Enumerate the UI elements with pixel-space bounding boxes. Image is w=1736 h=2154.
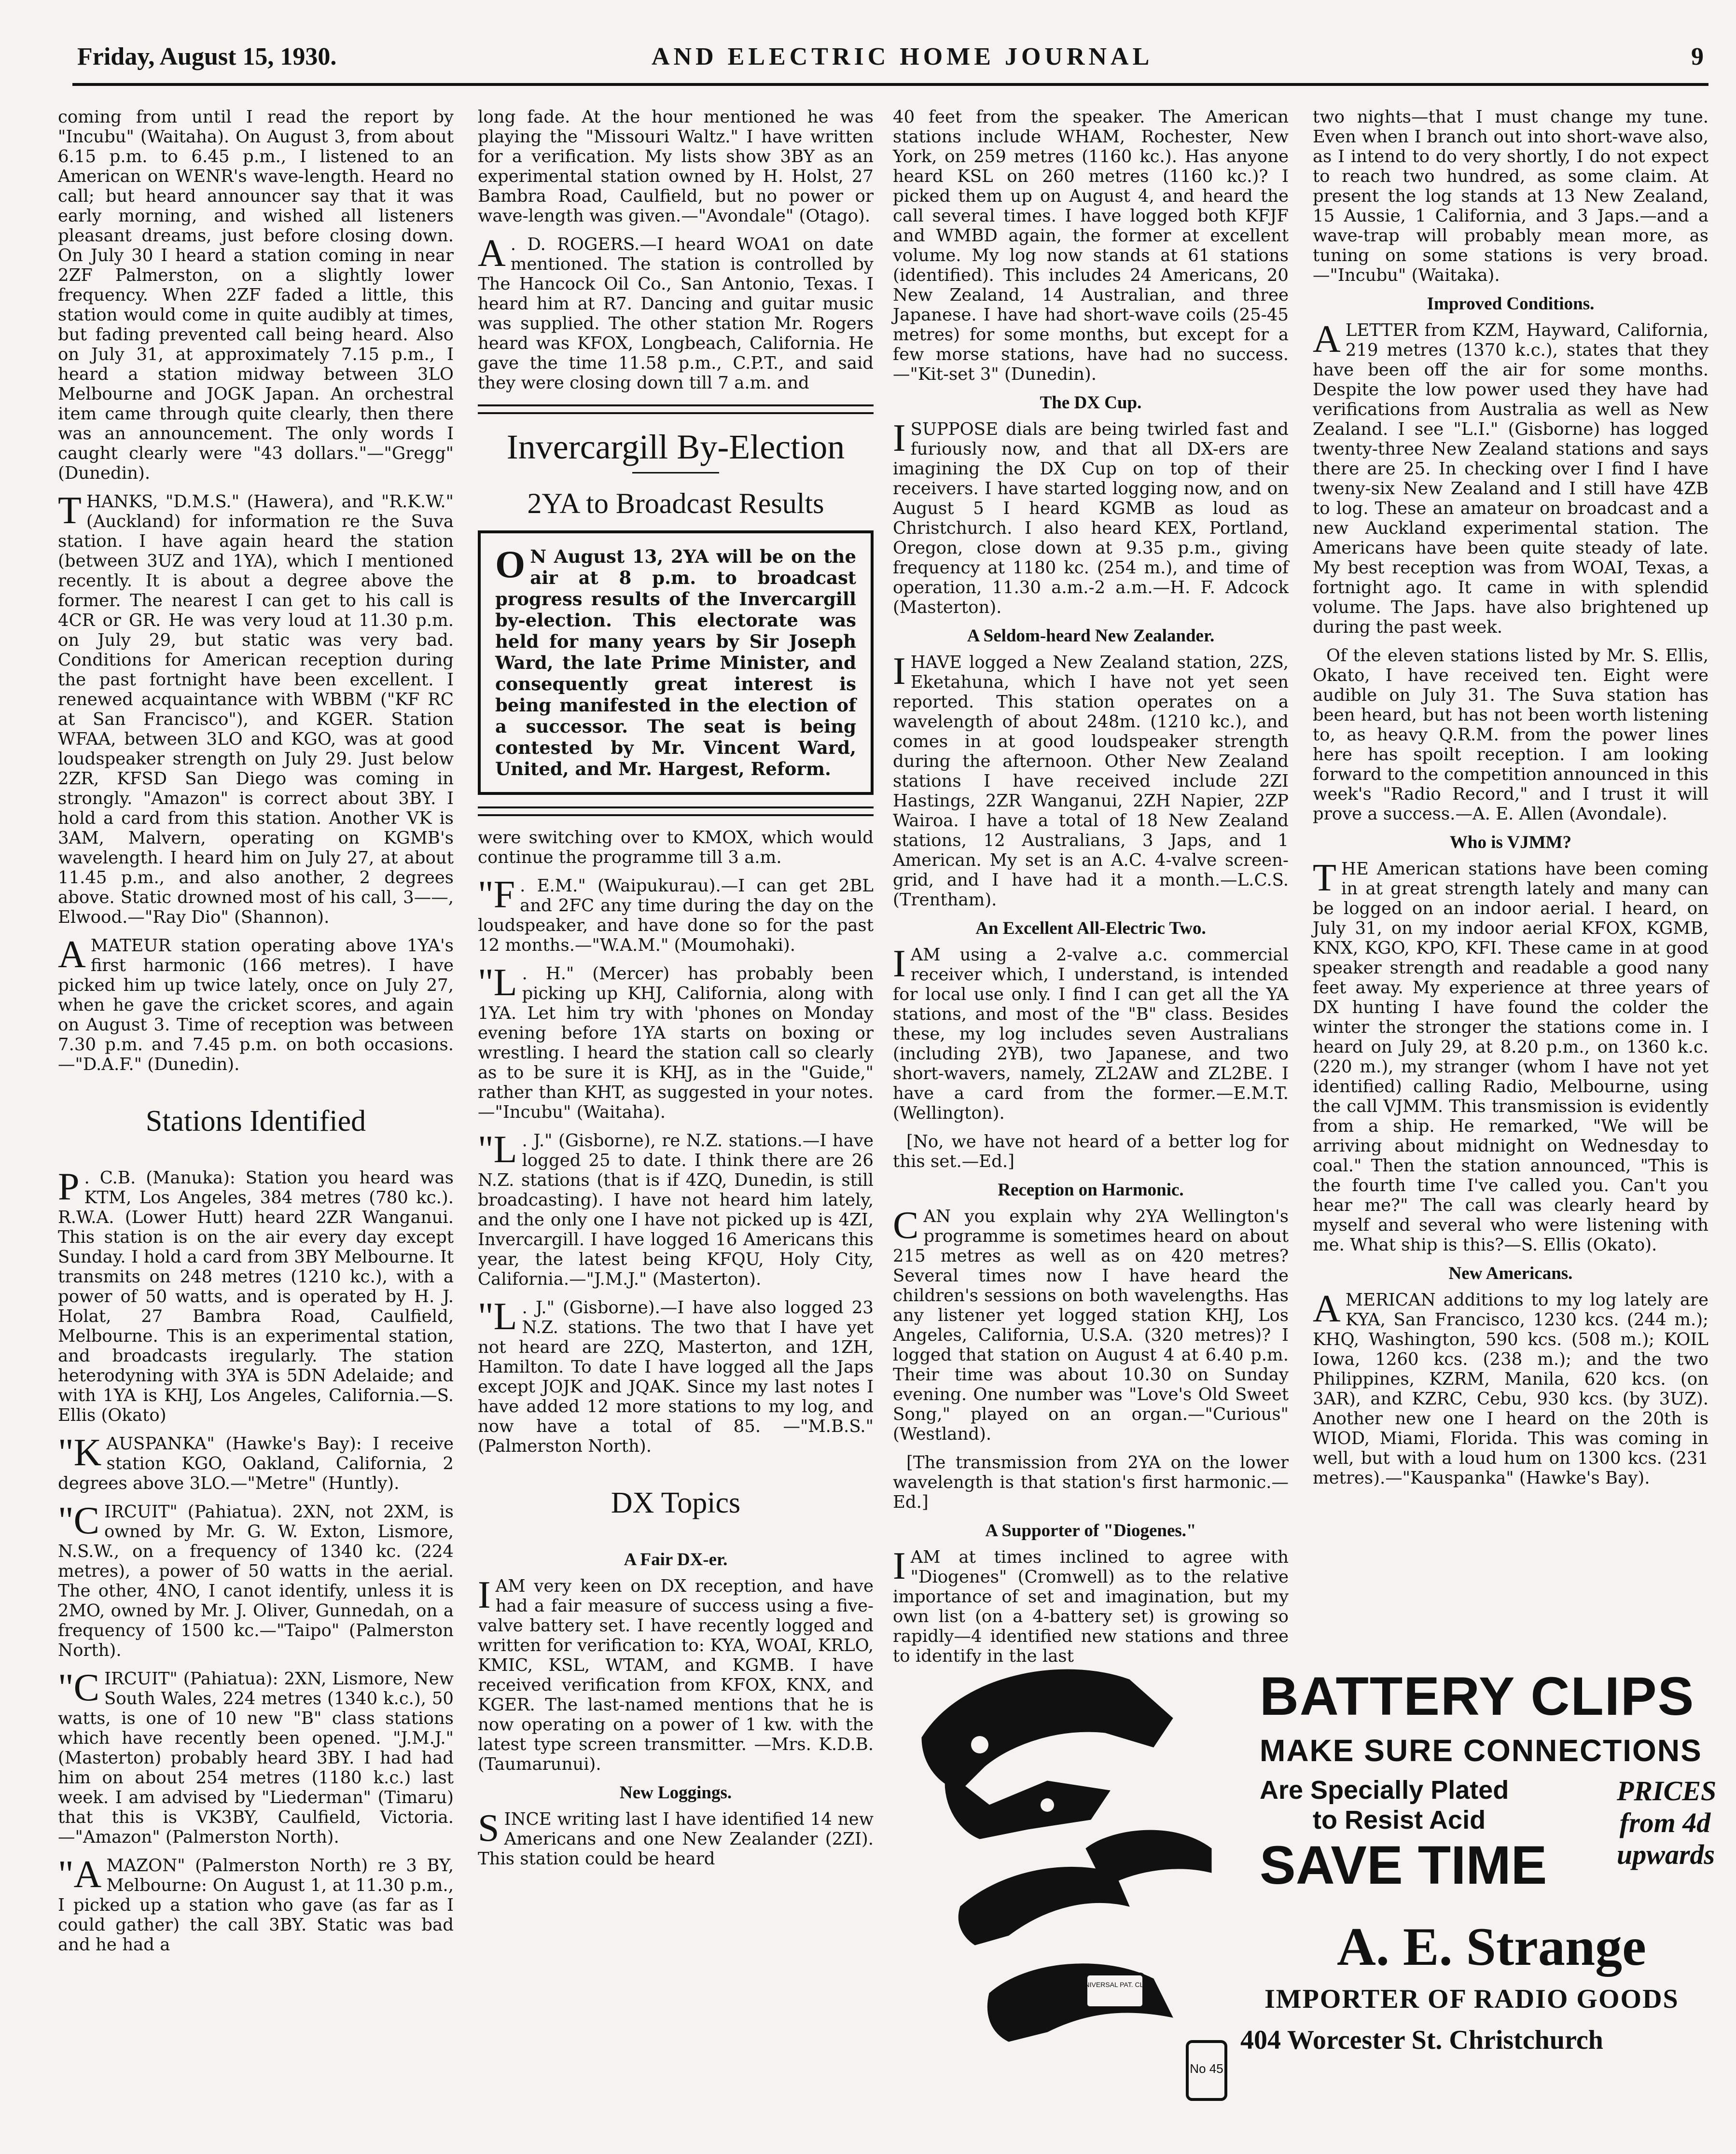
article-paragraph: were switching over to KMOX, which would continue the programme till 3 a.m. <box>478 828 874 867</box>
article-paragraph: THE American stations have been coming in at great strength lately and many can be logged on an indoor aerial. I heard, on July 31, on my indoor aerial KFOX, KGMB, KNX, KGO, KPO, KFI. These came in at good speaker strength and readable a good nany feet away. My experience at three years of DX hunting I have found the colder the winter the stronger the stations come in. I heard on July 29, at 8.20 p.m., on 1360 k.c. (220 m.), my stranger (whom I have not yet identified) calling Radio, Melbourne, using the call VJMM. This transmission is evidently from a ship. He remarked, "We will be arriving about midnight on Wednesday to coal." Then the station announced, "This is the fourth time I've called you. Can't you hear me?" The call was clearly heard by myself and several who were listening with me. What ship is this?—S. Ellis (Okato). <box>1313 857 1708 1255</box>
article-paragraph: CAN you explain why 2YA Wellington's programme is sometimes heard on about 215 metres as well as on 420 metres? Several times now I have heard the children's sessions on both wavelengths. Has any listener yet logged station KHJ, Los Angeles, California, U.S.A. (320 metres)? I logged that station on August 4 at 6.40 p.m. Their time was about 10.30 on Sunday evening. One number was "Love's Old Sweet Song," played on an organ.—"Curious" (Westland). <box>893 1204 1289 1444</box>
article-paragraph: AMERICAN additions to my log lately are KYA, San Francisco, 1230 kcs. (244 m.); KHQ, Washington, 590 kcs. (508 m.); KOIL Iowa, 1260 kcs. (238 m.); and the two Philippines, KZRM, Manila, 620 kcs. (on 3AR), and KZRC, Cebu, 930 kcs. (by 3UZ). Another new one I heard on the 20th is WIOD, Miami, Florida. This was coming in well, but with a loud hum on 1300 kcs. (231 metres).—"Kauspanka" (Hawke's Bay). <box>1313 1288 1708 1488</box>
clip-label-text: UNIVERSAL PAT. CLIP <box>1080 1981 1150 1988</box>
column-4 <box>1313 107 1708 1618</box>
ad-company-desc: IMPORTER OF RADIO GOODS <box>1264 1984 1679 2014</box>
article-paragraph: IAM at times inclined to agree with "Diogenes" (Cromwell) as to the relative importance of set and imagination, but my own list (on a 4-battery set) is growing so rapidly—4 identified new stations and three to identify in the last <box>893 1545 1289 1666</box>
column-1 <box>58 107 454 2067</box>
drop-cap: "C <box>58 1667 100 1709</box>
clip-body-2 <box>958 1867 1129 1945</box>
section-heading: DX Topics <box>611 1487 741 1519</box>
drop-cap: S <box>478 1807 500 1849</box>
column-2 <box>478 107 874 2115</box>
subheading: A Fair DX-er. <box>624 1550 728 1570</box>
journal-title: AND ELECTRIC HOME JOURNAL <box>652 43 1153 70</box>
article-paragraph: "F . E.M." (Waipukurau).—I can get 2BL and 2FC any time during the day on the loudspeaker, and have done so for the past 12 months.—"W.A.M." (Moumohaki). <box>478 874 874 955</box>
drop-cap: O <box>495 543 526 586</box>
editor-note: [No, we have not heard of a better log for this set.—Ed.] <box>893 1132 1289 1171</box>
headline: Invercargill By-Election <box>506 428 845 466</box>
editor-note: [The transmission from 2YA on the lower wavelength is that station's first harmonic.—Ed.] <box>893 1453 1289 1512</box>
ad-tagline: MAKE SURE CONNECTIONS <box>1260 1733 1702 1768</box>
drop-cap: A <box>58 933 86 976</box>
article-paragraph: ISUPPOSE dials are being twirled fast and furiously now, and that all DX-ers are imagining the DX Cup on top of their receivers. I have started logging now, and on August 5 I heard KGMB as loud as Christchurch. I also heard KEX, Portland, Oregon, close down at 9.35 p.m., giving frequency at 1180 kc. (254 m.), and time of operation, 11.30 a.m.-2 a.m.—H. F. Adcock (Masterton). <box>893 417 1289 617</box>
drop-cap: P <box>58 1166 80 1208</box>
drop-cap: "L <box>478 961 517 1004</box>
subheading: Improved Conditions. <box>1427 294 1595 314</box>
page-number: 9 <box>1691 43 1704 70</box>
ad-company: A. E. Strange <box>1337 1917 1646 1977</box>
drop-cap: I <box>893 650 906 693</box>
drop-cap: A <box>1313 1288 1341 1330</box>
article-paragraph: Of the eleven stations listed by Mr. S. Ellis, Okato, I have received ten. Eight were audible on July 31. The Suva station has been heard, but has not been worth listening to, as heavy Q.R.M. from the power lines here has spoilt reception. I am looking forward to the competition announced in this week's "Radio Record," and I trust it will prove a success.—A. E. Allen (Avondale). <box>1313 646 1708 824</box>
subheading: A Seldom-heard New Zealander. <box>967 626 1215 646</box>
double-rule <box>478 404 874 414</box>
battery-clips-advertisement <box>893 1646 1717 2128</box>
double-rule <box>478 806 874 816</box>
article-paragraph: long fade. At the hour mentioned he was playing the "Missouri Waltz." I have written for a verification. My lists show 3BY as an experimental station owned by H. Holst, 27 Bambra Road, Caulfield, but no power or wave-length was given.—"Avondale" (Otago). <box>478 107 874 226</box>
article-paragraph: two nights—that I must change my tune. Even when I branch out into short-wave also, as I intend to do very shortly, I do not expect to reach two hundred, as some claim. At present the log stands at 13 New Zealand, 15 Aussie, 1 California, and 3 Japs.—and a wave-trap will probably mean more, as tuning on some stations is very broad.—"Incubu" (Waitaka). <box>1313 107 1708 285</box>
drop-cap: "L <box>478 1295 517 1338</box>
notice-box: O N August 13, 2YA will be on the air at 8 p.m. to broadcast progress results of the Invercargill by-election. This electorate was held for many years by Sir Joseph Ward, the late Prime Minister, and consequently great interest is being manifested in the election of a successor. The seat is being contested by Mr. Vincent Ward, United, and Mr. Hargest, Reform. <box>478 530 874 795</box>
drop-cap: T <box>58 489 82 532</box>
clip-jaw-top <box>922 1669 1173 1791</box>
article-paragraph: "L . J." (Gisborne).—I have also logged 23 N.Z. stations. The two that I have yet not heard are 2ZQ, Masterton, and 1ZH, Hamilton. To date I have logged all the Japs except JOJK and JQAK. Since my last notes I have added 12 more stations to my log, and now have a total of 85. —"M.B.S." (Palmerston North). <box>478 1295 874 1456</box>
subheading: New Americans. <box>1448 1264 1573 1283</box>
article-paragraph: "CIRCUIT" (Pahiatua). 2XN, not 2XM, is owned by Mr. G. W. Exton, Lismore, N.S.W., on a frequency of 1340 kc. (224 metres), a power of 50 watts in the aerial. The other, 4NO, I canot identify, unless it is 2MO, owned by Mr. J. Oliver, Gunnedah, on a frequency of 1500 kc.—"Taipo" (Palmerston North). <box>58 1500 454 1660</box>
drop-cap: I <box>478 1574 491 1616</box>
issue-date: Friday, August 15, 1930. <box>77 43 337 70</box>
article-paragraph: "L . H." (Mercer) has probably been picking up KHJ, California, along with 1YA. Let him try with 'phones on Monday evening before 1YA starts on boxing or wrestling. I heard the station call so clearly as to be sure it is KHJ, as in the "Guide," rather than KHT, as suggested in your notes.—"Incubu" (Waitaha). <box>478 961 874 1122</box>
article-paragraph: "CIRCUIT" (Pahiatua): 2XN, Lismore, New South Wales, 224 metres (1340 k.c.), 50 watts, is one of 10 new "B" class stations which have recently been opened. "J.M.J." (Masterton) probably heard 3BY. I had had him on about 254 metres (1180 k.c.) last week. I am advised by "Liederman" (Timaru) that this is VK3BY, Caulfield, Victoria. —"Amazon" (Palmerston North). <box>58 1667 454 1847</box>
ad-headline: BATTERY CLIPS <box>1260 1666 1695 1726</box>
drop-cap: "C <box>58 1500 100 1542</box>
ad-feature-2: to Resist Acid <box>1313 1806 1486 1834</box>
page-header <box>77 38 1704 81</box>
drop-cap: I <box>893 1545 906 1587</box>
article-paragraph: P . C.B. (Manuka): Station you heard was KTM, Los Angeles, 384 metres (780 kc.). R.W.A. (Lower Hutt) heard 2ZR Wanganui. This station is on the air every day except Sunday. I hold a card from 3BY Melbourne. It transmits on 248 metres (1210 kc.), with a power of 50 watts, and is operated by H. J. Holat, 27 Bambra Road, Caulfield, Melbourne. This is an experimental station, and broadcasts iregularly. The station heterodyning with 3YA is 5DN Adelaide; and with 1YA is KHJ, Los Angeles, California.—S. Ellis (Okato) <box>58 1166 454 1425</box>
article-paragraph: IAM using a 2-valve a.c. commercial receiver which, I understand, is intended for local use only. I find I can get all the YA stations, and most of the "B" class. Besides these, my log includes seven Australians (including 2YB), two Japanese, and two short-wavers, namely, ZL2AW and ZL2BE. I have a card from the former.—E.M.T. (Wellington). <box>893 943 1289 1123</box>
clip-rivet <box>971 1736 988 1753</box>
article-paragraph: IAM very keen on DX reception, and have had a fair measure of success using a five-valve battery set. I have recently logged and written for verification to: KYA, WOAI, KRLO, KMIC, KSL, WTAM, and KGMB. I have received verification from KFOX, KNX, and KGER. The last-named mentions that he is now operating on a power of 1 kw. with the latest type screen transmitter. —Mrs. K.D.B. (Taumarunui). <box>478 1574 874 1774</box>
article-paragraph: AMATEUR station operating above 1YA's first harmonic (166 metres). I have picked him up twice lately, once on July 27, when he gave the cricket scores, and again on August 3. Time of reception was between 7.30 p.m. and 7.45 p.m. on both occasions.—"D.A.F." (Dunedin). <box>58 933 454 1074</box>
article-paragraph: THANKS, "D.M.S." (Hawera), and "R.K.W." (Auckland) for information re the Suva station. I have again heard the station (between 3UZ and 1YA), which I mentioned recently. It is about a degree above the former. The nearest I can get to his call is 4CR or GR. He was very loud at 11.30 p.m. on July 29, but static was very bad. Conditions for American reception during the past fortnight have been excellent. I renewed acquaintance with WBBM ("KF RC at San Francisco"), and KGER. Station WFAA, between 3LO and KGO, was at good loudspeaker strength on July 29. Just below 2ZR, KFSD San Diego was coming in strongly. "Amazon" is correct about 3BY. I hold a card from this station. Another VK is 3AM, Malvern, operating on KGMB's wavelength. I heard him on July 27, at about 11.45 p.m., and also another, 2 degrees above. Static drowned most of his call, 3——, Elwood.—"Ray Dio" (Shannon). <box>58 489 454 927</box>
subheadline: 2YA to Broadcast Results <box>527 487 824 519</box>
clip-label-plate <box>1086 1974 1144 2008</box>
article-paragraph: ALETTER from KZM, Hayward, California, 219 metres (1370 k.c.), states that they have been off the air for some months. Despite the low power used they have had verifications from Australia as well as New Zealand. I see "L.I." (Gisborne) has logged twenty-three New Zealand stations and says there are 25. In checking over I find I have tweny-six New Zealand and I still have 4ZB to log. These an amateur on broadcast and a new Auckland experimental station. The Americans have been quite steady of late. My best reception was from WOAI, Texas, a fortnight ago. It came in with splendid volume. The Japs. have also brightened up during the past week. <box>1313 318 1708 637</box>
article-paragraph: "KAUSPANKA" (Hawke's Bay): I receive station KGO, Oakland, California, 2 degrees above 3LO.—"Metre" (Huntly). <box>58 1431 454 1493</box>
column-3 <box>893 107 1289 1666</box>
article-paragraph: "L . J." (Gisborne), re N.Z. stations.—I have logged 25 to date. I think there are 26 N.Z. stations (that is if 4ZQ, Dunedin, is still broadcasting). I have not heard him lately, and the only one I have not picked up is 4ZI, Invercargill. I have logged 16 Americans this year, the latest being KFQU, Holy City, California.—"J.M.J." (Masterton). <box>478 1128 874 1289</box>
subheading: An Excellent All-Electric Two. <box>975 918 1206 938</box>
subheading: Who is VJMM? <box>1449 833 1572 852</box>
drop-cap: T <box>1313 857 1336 899</box>
article-paragraph: IHAVE logged a New Zealand station, 2ZS, Eketahuna, which I have not yet seen reported. This station operates on a wavelength of about 248m. (1210 kc.), and comes in at good loudspeaker strength during the afternoon. Other New Zealand stations I have received include 2ZI Hastings, 2ZR Wanganui, 2ZH Napier, 2ZP Wairoa. I have a total of 18 New Zealand stations, 12 Australians, 3 Japs, and 1 American. My set is an A.C. 4-valve screen-grid, and I have had it a month.—L.C.S. (Trentham). <box>893 650 1289 910</box>
battery-clip-illustration <box>903 1646 1240 2109</box>
subheading: Reception on Harmonic. <box>998 1180 1184 1200</box>
subheading: The DX Cup. <box>1040 393 1142 413</box>
article-paragraph: SINCE writing last I have identified 14 new Americans and one New Zealander (2ZI). This station could be heard <box>478 1807 874 1869</box>
ad-feature: Are Specially Plated <box>1260 1776 1509 1805</box>
drop-cap: "A <box>58 1853 102 1896</box>
subheading: A Supporter of "Diogenes." <box>985 1521 1196 1541</box>
drop-cap: C <box>893 1204 919 1247</box>
article-paragraph: 40 feet from the speaker. The American stations include WHAM, Rochester, New York, on 259 metres (1160 kc.). Has anyone heard KSL on 260 metres (1160 kc.)? I picked them up on August 4, and heard the call several times. I have logged both KFJF and WMBD again, the former at excellent volume. My log now stands at 61 stations (identified). This includes 24 Americans, 20 New Zealand, 14 Australian, and three Japanese. I have had short-wave coils (25-45 metres) for some months, but except for a few morse stations, have had no success.—"Kit-set 3" (Dunedin). <box>893 107 1289 384</box>
section-heading: Stations Identified <box>145 1105 366 1138</box>
header-rule <box>72 83 1708 86</box>
ad-address: 404 Worcester St. Christchurch <box>1240 2025 1603 2055</box>
advertisement-copy <box>1231 1665 1717 2128</box>
drop-cap: A <box>478 232 506 275</box>
article-paragraph: coming from until I read the report by "Incubu" (Waitaha). On August 3, from about 6.15 p.m. to 6.45 p.m., I listened to an American on WENR's wave-length. Heard no call; but heard announcer say that it was early morning, and wished all listeners pleasant dreams, just before closing down. On July 30 I heard a station coming in near 2ZF Palmerston, on a slightly lower frequency. When 2ZF faded a little, this station would come in quite audibly at times, but fading prevented call being heard. Also on July 31, at approximately 7.15 p.m., I heard a station midway between 3LO Melbourne and JOGK Japan. An orchestral item came through quite clearly, then there was an announcement. The only words I caught clearly were "43 dollars."—"Gregg" (Dunedin). <box>58 107 454 483</box>
clip-rivet <box>1041 1798 1054 1812</box>
drop-cap: I <box>893 417 906 459</box>
divider <box>632 472 719 473</box>
ad-prices: PRICES from 4d upwards <box>1617 1775 1717 1870</box>
drop-cap: "F <box>478 874 515 916</box>
article-paragraph: "AMAZON" (Palmerston North) re 3 BY, Melbourne: On August 1, at 11.30 p.m., I picked up a station who gave (as far as I could gather) the call 3BY. Static was bad and he had a <box>58 1853 454 1955</box>
drop-cap: A <box>1313 318 1341 361</box>
subheading: New Loggings. <box>619 1783 732 1803</box>
clip-number-text: No 45 <box>1190 2061 1223 2076</box>
drop-cap: "K <box>58 1431 102 1474</box>
drop-cap: "L <box>478 1128 517 1171</box>
article-paragraph: A . D. ROGERS.—I heard WOA1 on date mentioned. The station is controlled by The Hancock Oil Co., San Antonio, Texas. I heard him at R7. Dancing and guitar music was supplied. The other station Mr. Rogers heard was KFOX, Longbeach, California. He gave the time 11.58 p.m., C.P.T., and said they were closing down till 7 a.m. and <box>478 232 874 393</box>
ad-slogan: SAVE TIME <box>1260 1835 1547 1895</box>
drop-cap: I <box>893 943 906 985</box>
